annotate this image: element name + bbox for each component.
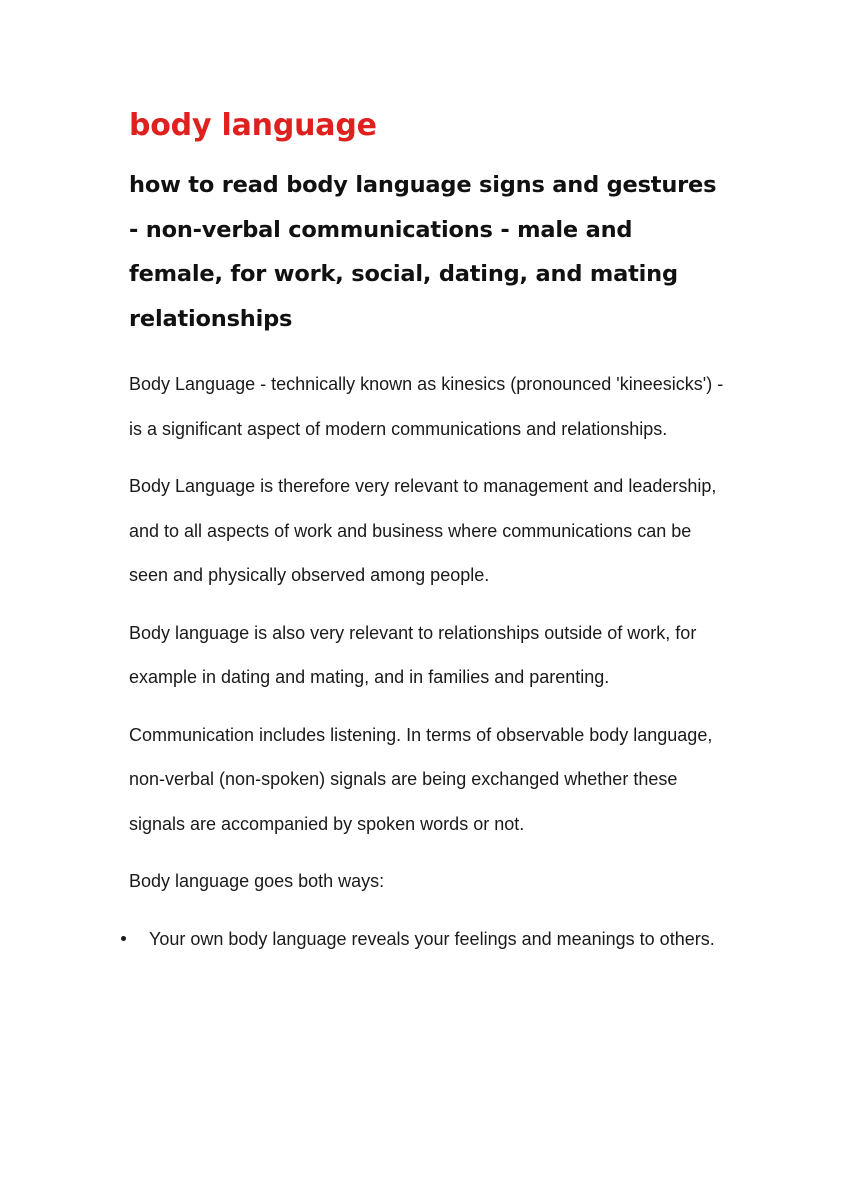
paragraph-listening: Communication includes listening. In terms of observable body language, non-verbal (non-spoken) signals are being exchanged whether these signals are accompanied by spoken words or not. — [129, 724, 713, 834]
bullet-icon — [121, 936, 126, 941]
paragraph-both-ways: Body language goes both ways: — [129, 871, 385, 891]
document-subtitle: how to read body language signs and gestures - non-verbal communications - male and female, for work, social, dating, and mating relationships — [129, 172, 717, 332]
paragraph-relationships: Body language is also very relevant to relationships outside of work, for example in dating and mating, and in families and parenting. — [129, 622, 697, 687]
bullet-list — [129, 917, 729, 962]
paragraph-management: Body Language is therefore very relevant to management and leadership, and to all aspects of work and business where communications can be seen and physically observed among people. — [129, 476, 717, 585]
list-item — [129, 917, 729, 962]
document-content — [129, 103, 729, 961]
paragraph-kinesics: Body Language - technically known as kinesics (pronounced 'kineesicks') - is a significant aspect of modern communications and relationships. — [129, 374, 724, 439]
bullet-text: Your own body language reveals your feelings and meanings to others. — [149, 928, 715, 949]
document-title: body language — [129, 108, 377, 143]
